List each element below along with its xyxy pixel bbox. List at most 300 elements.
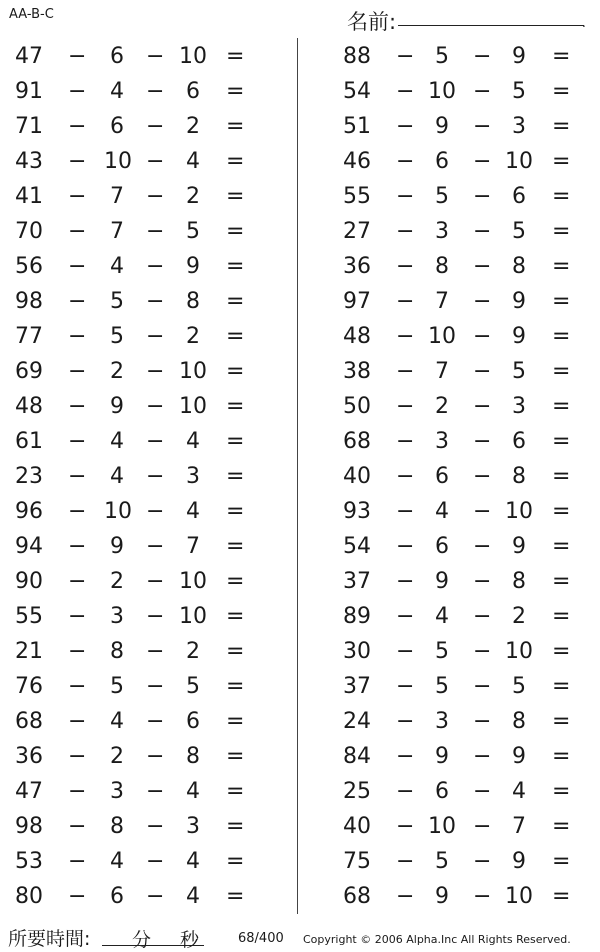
subtrahend-2: 4 [186, 884, 200, 909]
name-label: 名前: [347, 10, 397, 34]
equals-sign: = [552, 289, 571, 314]
minuend: 68 [15, 709, 43, 734]
minus-sign: − [396, 359, 415, 384]
minuend: 47 [15, 44, 43, 69]
minuend: 54 [343, 534, 371, 559]
minus-sign: − [396, 499, 415, 524]
subtrahend-1: 8 [110, 639, 124, 664]
subtrahend-1: 6 [435, 464, 449, 489]
minus-sign: − [68, 814, 87, 839]
minus-sign: − [473, 464, 492, 489]
minus-sign: − [396, 814, 415, 839]
equals-sign: = [552, 639, 571, 664]
subtrahend-1: 8 [435, 254, 449, 279]
worksheet-code: AA-B-C [9, 7, 54, 22]
subtrahend-1: 5 [435, 44, 449, 69]
subtrahend-1: 6 [110, 44, 124, 69]
subtrahend-2: 4 [186, 849, 200, 874]
minuend: 50 [343, 394, 371, 419]
minuend: 76 [15, 674, 43, 699]
minus-sign: − [396, 184, 415, 209]
subtrahend-1: 7 [435, 289, 449, 314]
subtrahend-2: 4 [186, 499, 200, 524]
minuend: 93 [343, 499, 371, 524]
minuend: 21 [15, 639, 43, 664]
minuend: 69 [15, 359, 43, 384]
minus-sign: − [396, 569, 415, 594]
equals-sign: = [552, 709, 571, 734]
minus-sign: − [146, 499, 165, 524]
minus-sign: − [146, 429, 165, 454]
minus-sign: − [146, 464, 165, 489]
equals-sign: = [226, 779, 245, 804]
minus-sign: − [396, 114, 415, 139]
minuend: 36 [343, 254, 371, 279]
equals-sign: = [226, 744, 245, 769]
subtrahend-2: 9 [512, 44, 526, 69]
minus-sign: − [68, 674, 87, 699]
subtrahend-2: 3 [186, 464, 200, 489]
subtrahend-2: 10 [505, 499, 533, 524]
subtrahend-2: 6 [186, 709, 200, 734]
subtrahend-1: 5 [435, 849, 449, 874]
minuend: 55 [343, 184, 371, 209]
minus-sign: − [146, 394, 165, 419]
subtrahend-2: 9 [512, 324, 526, 349]
subtrahend-2: 8 [186, 289, 200, 314]
minuend: 80 [15, 884, 43, 909]
minuend: 38 [343, 359, 371, 384]
subtrahend-2: 2 [186, 184, 200, 209]
minuend: 77 [15, 324, 43, 349]
minus-sign: − [473, 359, 492, 384]
minus-sign: − [146, 114, 165, 139]
subtrahend-1: 4 [110, 429, 124, 454]
subtrahend-2: 6 [512, 184, 526, 209]
subtrahend-1: 4 [435, 604, 449, 629]
equals-sign: = [552, 184, 571, 209]
subtrahend-1: 9 [435, 884, 449, 909]
name-field[interactable] [398, 25, 584, 26]
subtrahend-1: 5 [435, 639, 449, 664]
equals-sign: = [226, 639, 245, 664]
minuend: 25 [343, 779, 371, 804]
equals-sign: = [552, 464, 571, 489]
subtrahend-1: 9 [435, 114, 449, 139]
seconds-unit: 秒 [180, 929, 200, 951]
subtrahend-1: 4 [110, 464, 124, 489]
equals-sign: = [552, 254, 571, 279]
minus-sign: − [68, 639, 87, 664]
minus-sign: − [146, 534, 165, 559]
subtrahend-1: 3 [435, 709, 449, 734]
minus-sign: − [396, 464, 415, 489]
minus-sign: − [396, 79, 415, 104]
equals-sign: = [226, 394, 245, 419]
subtrahend-2: 4 [186, 779, 200, 804]
minuend: 96 [15, 499, 43, 524]
subtrahend-2: 7 [512, 814, 526, 839]
page-number: 68/400 [238, 931, 284, 946]
equals-sign: = [552, 79, 571, 104]
minus-sign: − [473, 499, 492, 524]
minuend: 51 [343, 114, 371, 139]
minus-sign: − [473, 79, 492, 104]
equals-sign: = [552, 884, 571, 909]
subtrahend-1: 9 [110, 394, 124, 419]
minuend: 30 [343, 639, 371, 664]
minus-sign: − [396, 779, 415, 804]
minuend: 84 [343, 744, 371, 769]
equals-sign: = [226, 429, 245, 454]
minus-sign: − [396, 884, 415, 909]
minus-sign: − [473, 744, 492, 769]
subtrahend-2: 10 [179, 604, 207, 629]
subtrahend-2: 4 [512, 779, 526, 804]
subtrahend-2: 3 [512, 114, 526, 139]
subtrahend-1: 10 [428, 79, 456, 104]
equals-sign: = [226, 149, 245, 174]
subtrahend-1: 5 [435, 674, 449, 699]
subtrahend-1: 2 [110, 359, 124, 384]
equals-sign: = [552, 324, 571, 349]
minus-sign: − [396, 744, 415, 769]
minuend: 68 [343, 429, 371, 454]
minus-sign: − [396, 254, 415, 279]
minus-sign: − [146, 184, 165, 209]
minus-sign: − [68, 394, 87, 419]
minus-sign: − [473, 219, 492, 244]
subtrahend-1: 3 [435, 429, 449, 454]
subtrahend-1: 3 [435, 219, 449, 244]
subtrahend-1: 8 [110, 814, 124, 839]
minus-sign: − [68, 219, 87, 244]
minus-sign: − [68, 324, 87, 349]
subtrahend-2: 6 [512, 429, 526, 454]
equals-sign: = [226, 44, 245, 69]
subtrahend-2: 8 [512, 464, 526, 489]
minus-sign: − [68, 254, 87, 279]
equals-sign: = [226, 709, 245, 734]
minus-sign: − [473, 674, 492, 699]
minus-sign: − [146, 709, 165, 734]
subtrahend-2: 4 [186, 149, 200, 174]
minus-sign: − [146, 44, 165, 69]
equals-sign: = [226, 814, 245, 839]
minus-sign: − [473, 289, 492, 314]
subtrahend-1: 6 [110, 884, 124, 909]
minus-sign: − [68, 779, 87, 804]
subtrahend-2: 8 [512, 569, 526, 594]
subtrahend-1: 7 [110, 219, 124, 244]
subtrahend-2: 6 [186, 79, 200, 104]
subtrahend-2: 5 [186, 674, 200, 699]
minuend: 89 [343, 604, 371, 629]
minuend: 47 [15, 779, 43, 804]
equals-sign: = [552, 744, 571, 769]
minus-sign: − [473, 639, 492, 664]
equals-sign: = [552, 674, 571, 699]
minus-sign: − [146, 674, 165, 699]
subtrahend-2: 4 [186, 429, 200, 454]
column-divider [297, 38, 298, 914]
minuend: 53 [15, 849, 43, 874]
minuend: 46 [343, 149, 371, 174]
subtrahend-1: 4 [110, 709, 124, 734]
equals-sign: = [552, 849, 571, 874]
equals-sign: = [226, 79, 245, 104]
minus-sign: − [396, 44, 415, 69]
minus-sign: − [146, 639, 165, 664]
minus-sign: − [473, 184, 492, 209]
subtrahend-2: 9 [512, 534, 526, 559]
subtrahend-2: 2 [512, 604, 526, 629]
subtrahend-2: 9 [512, 744, 526, 769]
subtrahend-1: 3 [110, 779, 124, 804]
subtrahend-1: 6 [110, 114, 124, 139]
equals-sign: = [226, 184, 245, 209]
subtrahend-2: 10 [179, 359, 207, 384]
minus-sign: − [473, 254, 492, 279]
minus-sign: − [68, 744, 87, 769]
equals-sign: = [226, 569, 245, 594]
subtrahend-2: 5 [512, 79, 526, 104]
subtrahend-2: 5 [186, 219, 200, 244]
minus-sign: − [68, 149, 87, 174]
equals-sign: = [226, 324, 245, 349]
subtrahend-2: 10 [179, 394, 207, 419]
equals-sign: = [552, 534, 571, 559]
subtrahend-1: 4 [110, 254, 124, 279]
minus-sign: − [146, 849, 165, 874]
subtrahend-1: 4 [435, 499, 449, 524]
equals-sign: = [552, 219, 571, 244]
subtrahend-2: 8 [512, 254, 526, 279]
minus-sign: − [146, 779, 165, 804]
minus-sign: − [146, 149, 165, 174]
minus-sign: − [146, 324, 165, 349]
minus-sign: − [396, 604, 415, 629]
minuend: 48 [15, 394, 43, 419]
subtrahend-2: 5 [512, 359, 526, 384]
minuend: 48 [343, 324, 371, 349]
minuend: 75 [343, 849, 371, 874]
minus-sign: − [68, 44, 87, 69]
subtrahend-1: 3 [110, 604, 124, 629]
minus-sign: − [473, 44, 492, 69]
minus-sign: − [473, 814, 492, 839]
minus-sign: − [68, 114, 87, 139]
minuend: 40 [343, 814, 371, 839]
equals-sign: = [226, 219, 245, 244]
subtrahend-1: 4 [110, 79, 124, 104]
minuend: 37 [343, 674, 371, 699]
minus-sign: − [473, 884, 492, 909]
minus-sign: − [68, 569, 87, 594]
minuend: 36 [15, 744, 43, 769]
minuend: 24 [343, 709, 371, 734]
minutes-unit: 分 [132, 929, 152, 951]
subtrahend-2: 9 [186, 254, 200, 279]
subtrahend-1: 5 [110, 674, 124, 699]
minuend: 94 [15, 534, 43, 559]
minus-sign: − [396, 149, 415, 174]
minus-sign: − [396, 534, 415, 559]
minus-sign: − [68, 884, 87, 909]
minuend: 98 [15, 814, 43, 839]
subtrahend-2: 10 [179, 569, 207, 594]
equals-sign: = [552, 814, 571, 839]
subtrahend-1: 9 [435, 569, 449, 594]
subtrahend-1: 6 [435, 534, 449, 559]
name-field-end: . [582, 16, 586, 30]
subtrahend-1: 2 [110, 744, 124, 769]
subtrahend-2: 10 [505, 639, 533, 664]
subtrahend-2: 9 [512, 849, 526, 874]
minus-sign: − [68, 429, 87, 454]
minuend: 97 [343, 289, 371, 314]
minus-sign: − [68, 464, 87, 489]
minuend: 56 [15, 254, 43, 279]
minus-sign: − [146, 359, 165, 384]
subtrahend-1: 7 [110, 184, 124, 209]
minus-sign: − [146, 289, 165, 314]
minus-sign: − [396, 289, 415, 314]
minus-sign: − [396, 709, 415, 734]
subtrahend-2: 10 [505, 884, 533, 909]
minus-sign: − [68, 709, 87, 734]
minuend: 43 [15, 149, 43, 174]
equals-sign: = [226, 604, 245, 629]
subtrahend-2: 2 [186, 114, 200, 139]
copyright-notice: Copyright © 2006 Alpha.Inc All Rights Reserved. [303, 933, 571, 946]
minus-sign: − [396, 324, 415, 349]
minus-sign: − [68, 849, 87, 874]
subtrahend-1: 2 [110, 569, 124, 594]
minuend: 70 [15, 219, 43, 244]
minuend: 71 [15, 114, 43, 139]
minus-sign: − [68, 184, 87, 209]
minus-sign: − [473, 114, 492, 139]
minuend: 91 [15, 79, 43, 104]
subtrahend-1: 9 [435, 744, 449, 769]
subtrahend-2: 2 [186, 639, 200, 664]
subtrahend-1: 7 [435, 359, 449, 384]
equals-sign: = [226, 534, 245, 559]
minuend: 54 [343, 79, 371, 104]
subtrahend-2: 8 [186, 744, 200, 769]
equals-sign: = [226, 289, 245, 314]
subtrahend-2: 2 [186, 324, 200, 349]
subtrahend-1: 10 [104, 499, 132, 524]
equals-sign: = [226, 254, 245, 279]
subtrahend-1: 5 [435, 184, 449, 209]
minus-sign: − [473, 394, 492, 419]
minuend: 37 [343, 569, 371, 594]
equals-sign: = [226, 884, 245, 909]
minus-sign: − [146, 254, 165, 279]
subtrahend-1: 6 [435, 779, 449, 804]
time-label: 所要時間: [8, 928, 91, 950]
minuend: 90 [15, 569, 43, 594]
subtrahend-1: 9 [110, 534, 124, 559]
equals-sign: = [226, 464, 245, 489]
minus-sign: − [146, 79, 165, 104]
subtrahend-2: 3 [512, 394, 526, 419]
minus-sign: − [396, 639, 415, 664]
minuend: 68 [343, 884, 371, 909]
equals-sign: = [552, 779, 571, 804]
minus-sign: − [473, 849, 492, 874]
minus-sign: − [473, 604, 492, 629]
minus-sign: − [68, 534, 87, 559]
equals-sign: = [552, 44, 571, 69]
minus-sign: − [68, 499, 87, 524]
minus-sign: − [396, 849, 415, 874]
minus-sign: − [473, 429, 492, 454]
minuend: 88 [343, 44, 371, 69]
minuend: 41 [15, 184, 43, 209]
minus-sign: − [146, 604, 165, 629]
equals-sign: = [552, 569, 571, 594]
minus-sign: − [68, 359, 87, 384]
equals-sign: = [552, 604, 571, 629]
minus-sign: − [473, 534, 492, 559]
minuend: 98 [15, 289, 43, 314]
subtrahend-2: 5 [512, 219, 526, 244]
minuend: 27 [343, 219, 371, 244]
equals-sign: = [552, 114, 571, 139]
minus-sign: − [146, 814, 165, 839]
subtrahend-1: 5 [110, 324, 124, 349]
equals-sign: = [552, 359, 571, 384]
subtrahend-2: 5 [512, 674, 526, 699]
minus-sign: − [473, 324, 492, 349]
minus-sign: − [396, 674, 415, 699]
minus-sign: − [68, 289, 87, 314]
equals-sign: = [552, 429, 571, 454]
minus-sign: − [473, 709, 492, 734]
minus-sign: − [146, 884, 165, 909]
minus-sign: − [146, 569, 165, 594]
equals-sign: = [226, 499, 245, 524]
subtrahend-2: 9 [512, 289, 526, 314]
minuend: 61 [15, 429, 43, 454]
equals-sign: = [552, 394, 571, 419]
minus-sign: − [473, 149, 492, 174]
equals-sign: = [552, 149, 571, 174]
minus-sign: − [146, 744, 165, 769]
subtrahend-1: 4 [110, 849, 124, 874]
equals-sign: = [226, 359, 245, 384]
subtrahend-1: 10 [428, 814, 456, 839]
minus-sign: − [68, 79, 87, 104]
minuend: 23 [15, 464, 43, 489]
minus-sign: − [396, 429, 415, 454]
subtrahend-1: 10 [104, 149, 132, 174]
subtrahend-1: 2 [435, 394, 449, 419]
minus-sign: − [68, 604, 87, 629]
equals-sign: = [226, 114, 245, 139]
subtrahend-1: 6 [435, 149, 449, 174]
subtrahend-1: 5 [110, 289, 124, 314]
subtrahend-1: 10 [428, 324, 456, 349]
minuend: 40 [343, 464, 371, 489]
equals-sign: = [226, 674, 245, 699]
subtrahend-2: 8 [512, 709, 526, 734]
minus-sign: − [396, 394, 415, 419]
equals-sign: = [226, 849, 245, 874]
